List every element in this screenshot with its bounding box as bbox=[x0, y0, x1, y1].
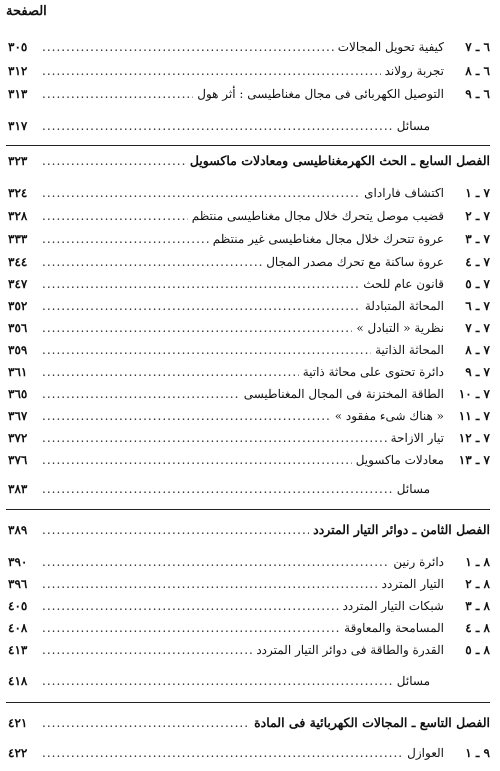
chapter-heading bbox=[6, 152, 490, 170]
dot-leader bbox=[42, 275, 359, 293]
page-number: ٣٩٦ bbox=[8, 577, 28, 591]
dot-leader bbox=[42, 575, 378, 593]
chapter-title: الفصل التاسع ـ المجالات الكهربائية فى المادة bbox=[254, 715, 490, 730]
dot-leader bbox=[42, 597, 339, 615]
toc-entry bbox=[6, 385, 490, 403]
section-number: ٧ ـ ٦ bbox=[465, 299, 490, 313]
dot-leader bbox=[42, 230, 209, 248]
page-number: ٤١٨ bbox=[8, 674, 28, 688]
dot-leader bbox=[42, 672, 393, 690]
page-number: ٤٠٨ bbox=[8, 621, 28, 635]
page-number: ٤٠٥ bbox=[8, 599, 28, 613]
section-divider bbox=[6, 509, 490, 510]
dot-leader bbox=[42, 297, 361, 315]
page-number: ٣٥٢ bbox=[8, 299, 28, 313]
section-number: ٧ ـ ١٠ bbox=[458, 387, 490, 401]
dot-leader bbox=[42, 641, 252, 659]
toc-entry bbox=[6, 363, 490, 381]
chapter-heading bbox=[6, 714, 490, 732]
dot-leader bbox=[42, 152, 186, 170]
page-number: ٣١٢ bbox=[8, 64, 28, 78]
dot-leader bbox=[42, 619, 340, 637]
entry-title: تجربة رولاند bbox=[384, 64, 444, 78]
entry-title: التيار المتردد bbox=[381, 577, 444, 591]
section-number: ٨ ـ ٣ bbox=[465, 599, 490, 613]
chapter-title: الفصل الثامن ـ دوائر التيار المتردد bbox=[313, 522, 490, 537]
dot-leader bbox=[42, 85, 193, 103]
entry-title: معادلات ماكسويل bbox=[355, 453, 444, 467]
entry-title: كيفية تحويل المجالات bbox=[337, 40, 444, 54]
entry-title: عروة ساكنة مع تحرك مصدر المجال bbox=[266, 255, 444, 269]
section-number: ٧ ـ ٣ bbox=[465, 232, 490, 246]
entry-title: « هناك شىء مفقود » bbox=[334, 409, 444, 423]
dot-leader bbox=[42, 407, 331, 425]
section-divider bbox=[6, 145, 490, 146]
section-number: ٧ ـ ١٢ bbox=[458, 431, 490, 445]
entry-title: التوصيل الكهربائى فى مجال مغناطيسى : أثر هول bbox=[197, 87, 444, 101]
dot-leader bbox=[42, 341, 371, 359]
page-number: ٤٢٢ bbox=[8, 746, 28, 760]
toc-entry bbox=[6, 641, 490, 659]
toc-entry bbox=[6, 553, 490, 571]
page-number: ٣٥٩ bbox=[8, 343, 28, 357]
toc-entry bbox=[6, 451, 490, 469]
toc-entry bbox=[6, 38, 490, 56]
section-number: ٧ ـ ٨ bbox=[465, 343, 490, 357]
entry-title: عروة تتحرك خلال مجال مغناطيسى غير منتظم bbox=[212, 232, 444, 246]
page-number: ٣٥٦ bbox=[8, 321, 28, 335]
toc-entry bbox=[6, 275, 490, 293]
page-number: ٣٩٠ bbox=[8, 555, 28, 569]
section-number: ٧ ـ ٥ bbox=[465, 277, 490, 291]
toc-entry bbox=[6, 207, 490, 225]
dot-leader bbox=[42, 363, 299, 381]
toc-entry bbox=[6, 575, 490, 593]
toc-entry bbox=[6, 62, 490, 80]
toc-entry bbox=[6, 297, 490, 315]
section-number: ٧ ـ ١١ bbox=[458, 409, 490, 423]
entry-title: قانون عام للحث bbox=[363, 277, 444, 291]
entry-title: تيار الازاحة bbox=[390, 431, 444, 445]
section-number: ٧ ـ ١٣ bbox=[458, 453, 490, 467]
entry-title: مسائل bbox=[396, 119, 430, 133]
page-number: ٣٨٩ bbox=[8, 523, 28, 537]
page-number: ٣٧٢ bbox=[8, 431, 28, 445]
toc-problems-entry bbox=[6, 117, 490, 135]
section-number: ٧ ـ ٢ bbox=[465, 209, 490, 223]
toc-entry bbox=[6, 429, 490, 447]
entry-title: مسائل bbox=[396, 482, 430, 496]
page-number: ٣٦٥ bbox=[8, 387, 28, 401]
dot-leader bbox=[42, 429, 387, 447]
toc-entry bbox=[6, 341, 490, 359]
page-number: ٣٣٣ bbox=[8, 232, 28, 246]
section-number: ٧ ـ ٤ bbox=[465, 255, 490, 269]
toc-entry bbox=[6, 319, 490, 337]
entry-title: نظرية « التبادل » bbox=[356, 321, 444, 335]
dot-leader bbox=[42, 62, 381, 80]
toc-entry bbox=[6, 597, 490, 615]
section-number: ٦ ـ ٧ bbox=[465, 40, 490, 54]
page-number: ٣١٧ bbox=[8, 119, 28, 133]
toc-entry bbox=[6, 253, 490, 271]
entry-title: المسامحة والمعاوقة bbox=[344, 621, 444, 635]
page-column-header: الصفحة bbox=[6, 4, 47, 19]
page-number: ٣٨٣ bbox=[8, 482, 28, 496]
dot-leader bbox=[42, 553, 389, 571]
section-number: ٦ ـ ٨ bbox=[465, 64, 490, 78]
page-number: ٣٤٧ bbox=[8, 277, 28, 291]
entry-title: الطاقة المختزنة فى المجال المغناطيسى bbox=[243, 387, 444, 401]
dot-leader bbox=[42, 319, 352, 337]
entry-title: العوازل bbox=[407, 746, 444, 760]
entry-title: دائرة رنين bbox=[393, 555, 444, 569]
dot-leader bbox=[42, 521, 309, 539]
page-number: ٣٤٤ bbox=[8, 255, 28, 269]
toc-problems-entry bbox=[6, 672, 490, 690]
dot-leader bbox=[42, 253, 262, 271]
entry-title: القدرة والطاقة فى دوائر التيار المتردد bbox=[256, 643, 444, 657]
dot-leader bbox=[42, 117, 393, 135]
toc-entry bbox=[6, 85, 490, 103]
dot-leader bbox=[42, 184, 360, 202]
page-number: ٣٢٨ bbox=[8, 209, 28, 223]
section-number: ٨ ـ ١ bbox=[465, 555, 490, 569]
entry-title: المحاثة الذاتية bbox=[375, 343, 444, 357]
section-number: ٧ ـ ١ bbox=[465, 186, 490, 200]
dot-leader bbox=[42, 207, 188, 225]
chapter-title: الفصل السابع ـ الحث الكهرمغناطيسى ومعادلات ماكسويل bbox=[189, 153, 490, 168]
entry-title: قضيب موصل يتحرك خلال مجال مغناطيسى منتظم bbox=[191, 209, 444, 223]
page-number: ٣٢٣ bbox=[8, 154, 28, 168]
toc-problems-entry bbox=[6, 480, 490, 498]
page-number: ٣٠٥ bbox=[8, 40, 28, 54]
toc-entry bbox=[6, 230, 490, 248]
section-number: ٦ ـ ٩ bbox=[465, 87, 490, 101]
page-number: ٤٢١ bbox=[8, 716, 28, 730]
entry-title: مسائل bbox=[396, 674, 430, 688]
dot-leader bbox=[42, 480, 393, 498]
page-number: ٣١٣ bbox=[8, 87, 28, 101]
entry-title: المحاثة المتبادلة bbox=[364, 299, 444, 313]
toc-entry bbox=[6, 619, 490, 637]
section-divider bbox=[6, 702, 490, 703]
page-number: ٣٦١ bbox=[8, 365, 28, 379]
page-number: ٣٢٤ bbox=[8, 186, 28, 200]
entry-title: شبكات التيار المتردد bbox=[342, 599, 444, 613]
entry-title: اكتشاف فارادای bbox=[364, 186, 444, 200]
dot-leader bbox=[42, 385, 240, 403]
page-number: ٣٧٦ bbox=[8, 453, 28, 467]
page-number: ٣٦٧ bbox=[8, 409, 28, 423]
section-number: ٨ ـ ٥ bbox=[465, 643, 490, 657]
section-number: ٧ ـ ٩ bbox=[465, 365, 490, 379]
section-number: ٨ ـ ٢ bbox=[465, 577, 490, 591]
entry-title: دائرة تحتوى على محاثة ذاتية bbox=[302, 365, 444, 379]
section-number: ٨ ـ ٤ bbox=[465, 621, 490, 635]
dot-leader bbox=[42, 744, 403, 762]
chapter-heading bbox=[6, 521, 490, 539]
dot-leader bbox=[42, 714, 250, 732]
toc-entry bbox=[6, 407, 490, 425]
toc-entry bbox=[6, 744, 490, 762]
section-number: ٧ ـ ٧ bbox=[465, 321, 490, 335]
page-number: ٤١٣ bbox=[8, 643, 28, 657]
dot-leader bbox=[42, 38, 334, 56]
toc-entry bbox=[6, 184, 490, 202]
dot-leader bbox=[42, 451, 352, 469]
section-number: ٩ ـ ١ bbox=[465, 746, 490, 760]
